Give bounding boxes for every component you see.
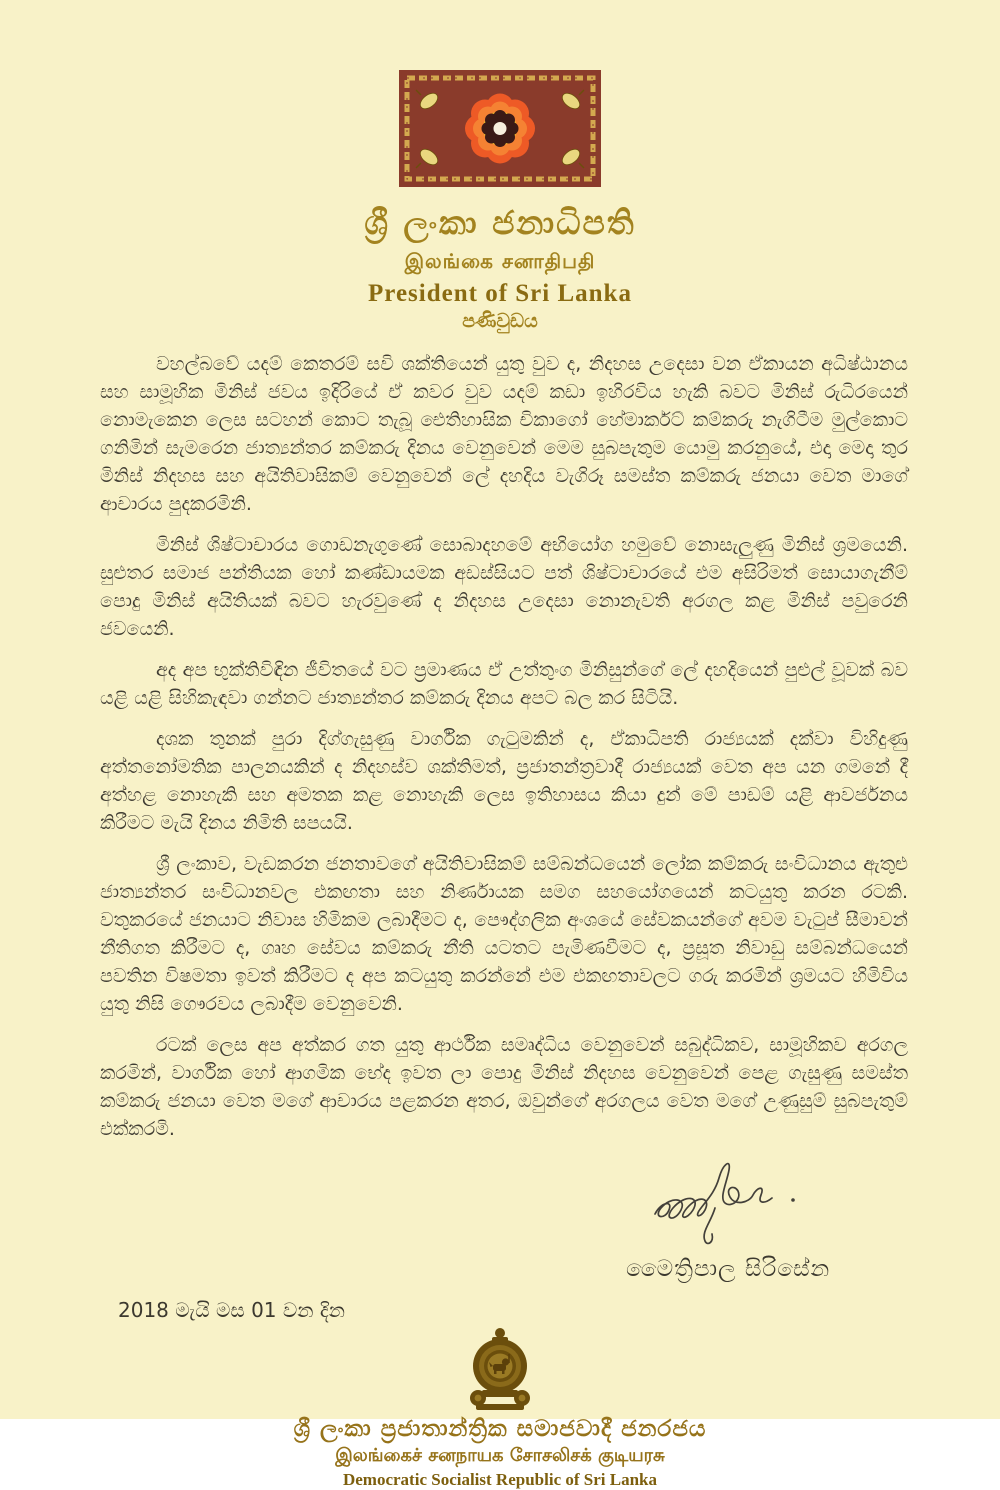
lotus-flower-icon <box>465 94 535 164</box>
national-emblem <box>0 1326 1000 1412</box>
footer-country-english: Democratic Socialist Republic of Sri Lanka <box>342 1470 657 1489</box>
footer-country-tamil: இலங்கைச் சனநாயக சோசலிசக் குடியரசு <box>335 1445 665 1466</box>
letter-paragraph: අද අප භුක්තිවිඳින ජීවිතයේ වට ප්‍රමාණය ඒ උත්තුංග මිනිසුන්ගේ ලේ දහදියෙන් පුළුල් වූවක් බව යළි යළි සිහිකැඳවා ගන්නට ජාත්‍යන්තර කම්කරු දිනය අපට බල කර සිටියි. <box>100 659 908 709</box>
letter-paragraph: වහල්බවේ යදම් කෙතරම් සවි ශක්තියෙන් යුතු වුව ද, නිදහස උදෙසා වන ඒකායන අධිෂ්ඨානය සහ සාමූහික මිනිස් ජවය ඉදිරියේ ඒ කවර වුව යදම් කඩා ඉහිරවිය හැකි බවට මිනිස් රුධිරයෙන් නොමැකෙන ලෙස සටහන් කොට තැබූ ඓතිහාසික චිකාගෝ හේමාර්කට් කම්කරු නැගිටීම මුල්කොට ගනිමින් සැමරෙන ජාත්‍යන්තර කම්කරු දිනය වෙනුවෙන් මෙම සුබපැතුම යොමු කරනුයේ, එදා මෙදා තුර මිනිස් නිදහස සහ අයිතිවාසිකම් වෙනුවෙන් ලේ දහදිය වැගිරූ සමස්ත කම්කරු ජනයා වෙත මාගේ ආචාරය පුදකරමිනි. <box>100 353 908 515</box>
sri-lanka-national-emblem-icon <box>452 1326 548 1412</box>
title-english: President of Sri Lanka <box>368 280 632 307</box>
handwritten-signature <box>645 1156 835 1248</box>
title-tamil: இலங்கை சனாதிபதி <box>404 249 596 273</box>
presidential-standard-flag-icon <box>399 70 601 187</box>
letterhead <box>0 0 1000 332</box>
title-sinhala: ශ්‍රී ලංකා ජනාධිපති <box>364 203 636 242</box>
subtitle-message-label: පණිවුඩය <box>462 310 538 332</box>
letter-body <box>0 332 1000 1143</box>
letter-paragraph: මිනිස් ශිෂ්ටාචාරය ගොඩනැගුණේ සොබාදහමේ අභියෝග හමුවේ නොසැලුණු මිනිස් ශ්‍රමයෙනි. සුළුතර සමාජ පන්තියක හෝ කණ්ඩායමක අඩස්සියට පත් ශිෂ්ටාචාරයේ එම අසිරිමත් සොයාගැනීම් පොදු මිනිස් අයිතියක් බවට හැරවුණේ ද නිදහස උදෙසා නොනැවති අරගල කළ මිනිස් පවුරෙනි ජවයෙනි. <box>100 534 908 640</box>
letter-paragraph: ශ්‍රී ලංකාව, වැඩකරන ජනතාවගේ අයිතිවාසිකම් සම්බන්ධයෙන් ලෝක කම්කරු සංවිධානය ඇතුළු ජාත්‍යන්තර සංවිධානවල එකඟතා සහ නිර්ණායක සමග සහයෝගයෙන් කටයුතු කරන රටකි. වතුකරයේ ජනයාට නිවාස හිමිකම ලබාදීමට ද, පෞද්ගලික අංශයේ සේවකයන්ගේ අවම වැටුප් සීමාවන් නීතිගත කිරීමට ද, ගෘහ සේවය කම්කරු නීති යටතට පැමිණවීමට ද, ප්‍රසූත නිවාඩු සම්බන්ධයෙන් පවතින විෂමතා ඉවත් කිරීමට ද අප කටයුතු කරන්නේ එම එකඟතාවලට ගරු කරමින් ශ්‍රමයට හිමිවිය යුතු නිසි ගෞරවය ලබාදීම වෙනුවෙනි. <box>100 853 908 1015</box>
letter-paragraph: දශක තුනක් පුරා දිග්ගැසුණු වාර්ගික ගැටුමකින් ද, ඒකාධිපති රාජ්‍යයක් දක්වා විහිදුණු අත්තනෝමතික පාලනයකින් ද නිදහස්ව ශක්තිමත්, ප්‍රජාතන්ත්‍රවාදී රාජ්‍යයක් වෙත අප යන ගමනේ දී අත්හළ නොහැකි සහ අමතක කළ නොහැකි ලෙස ඉතිහාසය කියා දුන් මේ පාඩම් යළි ආවර්ජනය කිරීමට මැයි දිනය නිමිති සපයයි. <box>100 728 908 834</box>
footer <box>0 1326 1000 1490</box>
signatory-name: මෛත්‍රිපාල සිරිසේන <box>626 1256 831 1282</box>
letter-paragraph: රටක් ලෙස අප අත්කර ගත යුතු ආර්ථික සමෘද්ධිය වෙනුවෙන් සබුද්ධිකව, සාමූහිකව අරගල කරමින්, වාර්ගික හෝ ආගමික භේද ඉවත ලා පොදු මිනිස් නිදහස වෙනුවෙන් පෙළ ගැසුණු සමස්ත කම්කරු ජනයා වෙත මගේ ආචාරය පළකරන අතර, ඔවුන්ගේ අරගලය වෙත මගේ උණුසුම් සුබපැතුම් එක්කරමි. <box>100 1034 908 1140</box>
date-line: 2018 මැයි මස 01 වන දින <box>118 1298 345 1322</box>
signature-block <box>610 1156 870 1282</box>
footer-country-sinhala: ශ්‍රී ලංකා ප්‍රජාතාන්ත්‍රික සමාජවාදී ජනරජය <box>293 1416 707 1442</box>
presidential-flag <box>0 70 1000 187</box>
